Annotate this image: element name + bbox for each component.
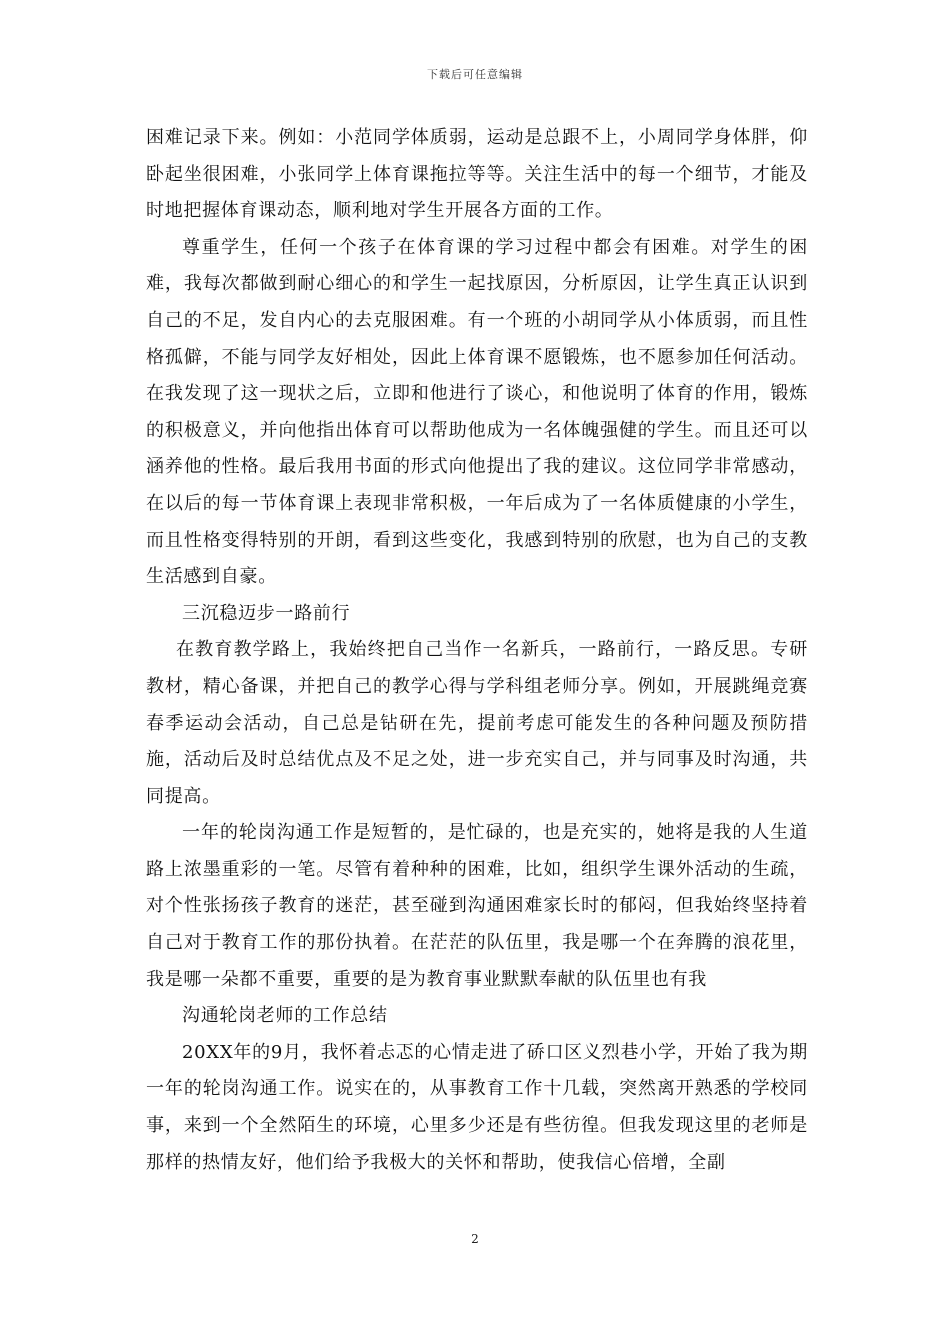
- paragraph-continued: 困难记录下来。例如：小范同学体质弱，运动是总跟不上，小周同学身体胖，仰卧起坐很困难，小张同学上体育课拖拉等等。关注生活中的每一个细节，才能及时地把握体育课动态，顺利地对学生开展各方面的工作。: [146, 127, 808, 222]
- page-number: 2: [471, 1232, 479, 1246]
- paragraph-teaching-road: 在教育教学路上，我始终把自己当作一名新兵，一路前行，一路反思。专研教材，精心备课，并把自己的教学心得与学科组老师分享。例如，开展跳绳竞赛春季运动会活动，自己总是钻研在先，提前考虑可能发生的各种问题及预防措施，活动后及时总结优点及不足之处，进一步充实自己，并与同事及时沟通，共同提高。: [146, 639, 808, 807]
- paragraph-one-year: 一年的轮岗沟通工作是短暂的，是忙碌的，也是充实的，她将是我的人生道路上浓墨重彩的一笔。尽管有着种种的困难，比如，组织学生课外活动的生疏，对个性张扬孩子教育的迷茫，甚至碰到沟通困难家长时的郁闷，但我始终坚持着自己对于教育工作的那份执着。在茫茫的队伍里，我是哪一个在奔腾的浪花里，我是哪一朵都不重要，重要的是为教育事业默默奉献的队伍里也有我: [146, 822, 808, 990]
- paragraph-september: 20XX年的9月，我怀着忐忑的心情走进了硚口区义烈巷小学，开始了我为期一年的轮岗沟通工作。说实在的，从事教育工作十几载，突然离开熟悉的学校同事，来到一个全然陌生的环境，心里多少还是有些彷徨。但我发现这里的老师是那样的热情友好，他们给予我极大的关怀和帮助，使我信心倍增，全副: [146, 1041, 808, 1173]
- document-body: [146, 120, 808, 1181]
- page-header: 下载后可任意编辑: [427, 68, 523, 81]
- document-title-summary: 沟通轮岗老师的工作总结: [182, 1005, 388, 1027]
- section-heading-3: 三沉稳迈步一路前行: [182, 602, 351, 624]
- paragraph-respect-students: 尊重学生，任何一个孩子在体育课的学习过程中都会有困难。对学生的困难，我每次都做到耐心细心的和学生一起找原因，分析原因，让学生真正认识到自己的不足，发自内心的去克服困难。有一个班的小胡同学从小体质弱，而且性格孤僻，不能与同学友好相处，因此上体育课不愿锻炼，也不愿参加任何活动。在我发现了这一现状之后，立即和他进行了谈心，和他说明了体育的作用，锻炼的积极意义，并向他指出体育可以帮助他成为一名体魄强健的学生。而且还可以涵养他的性格。最后我用书面的形式向他提出了我的建议。这位同学非常感动，在以后的每一节体育课上表现非常积极，一年后成为了一名体质健康的小学生，而且性格变得特别的开朗，看到这些变化，我感到特别的欣慰，也为自己的支教生活感到自豪。: [146, 236, 808, 588]
